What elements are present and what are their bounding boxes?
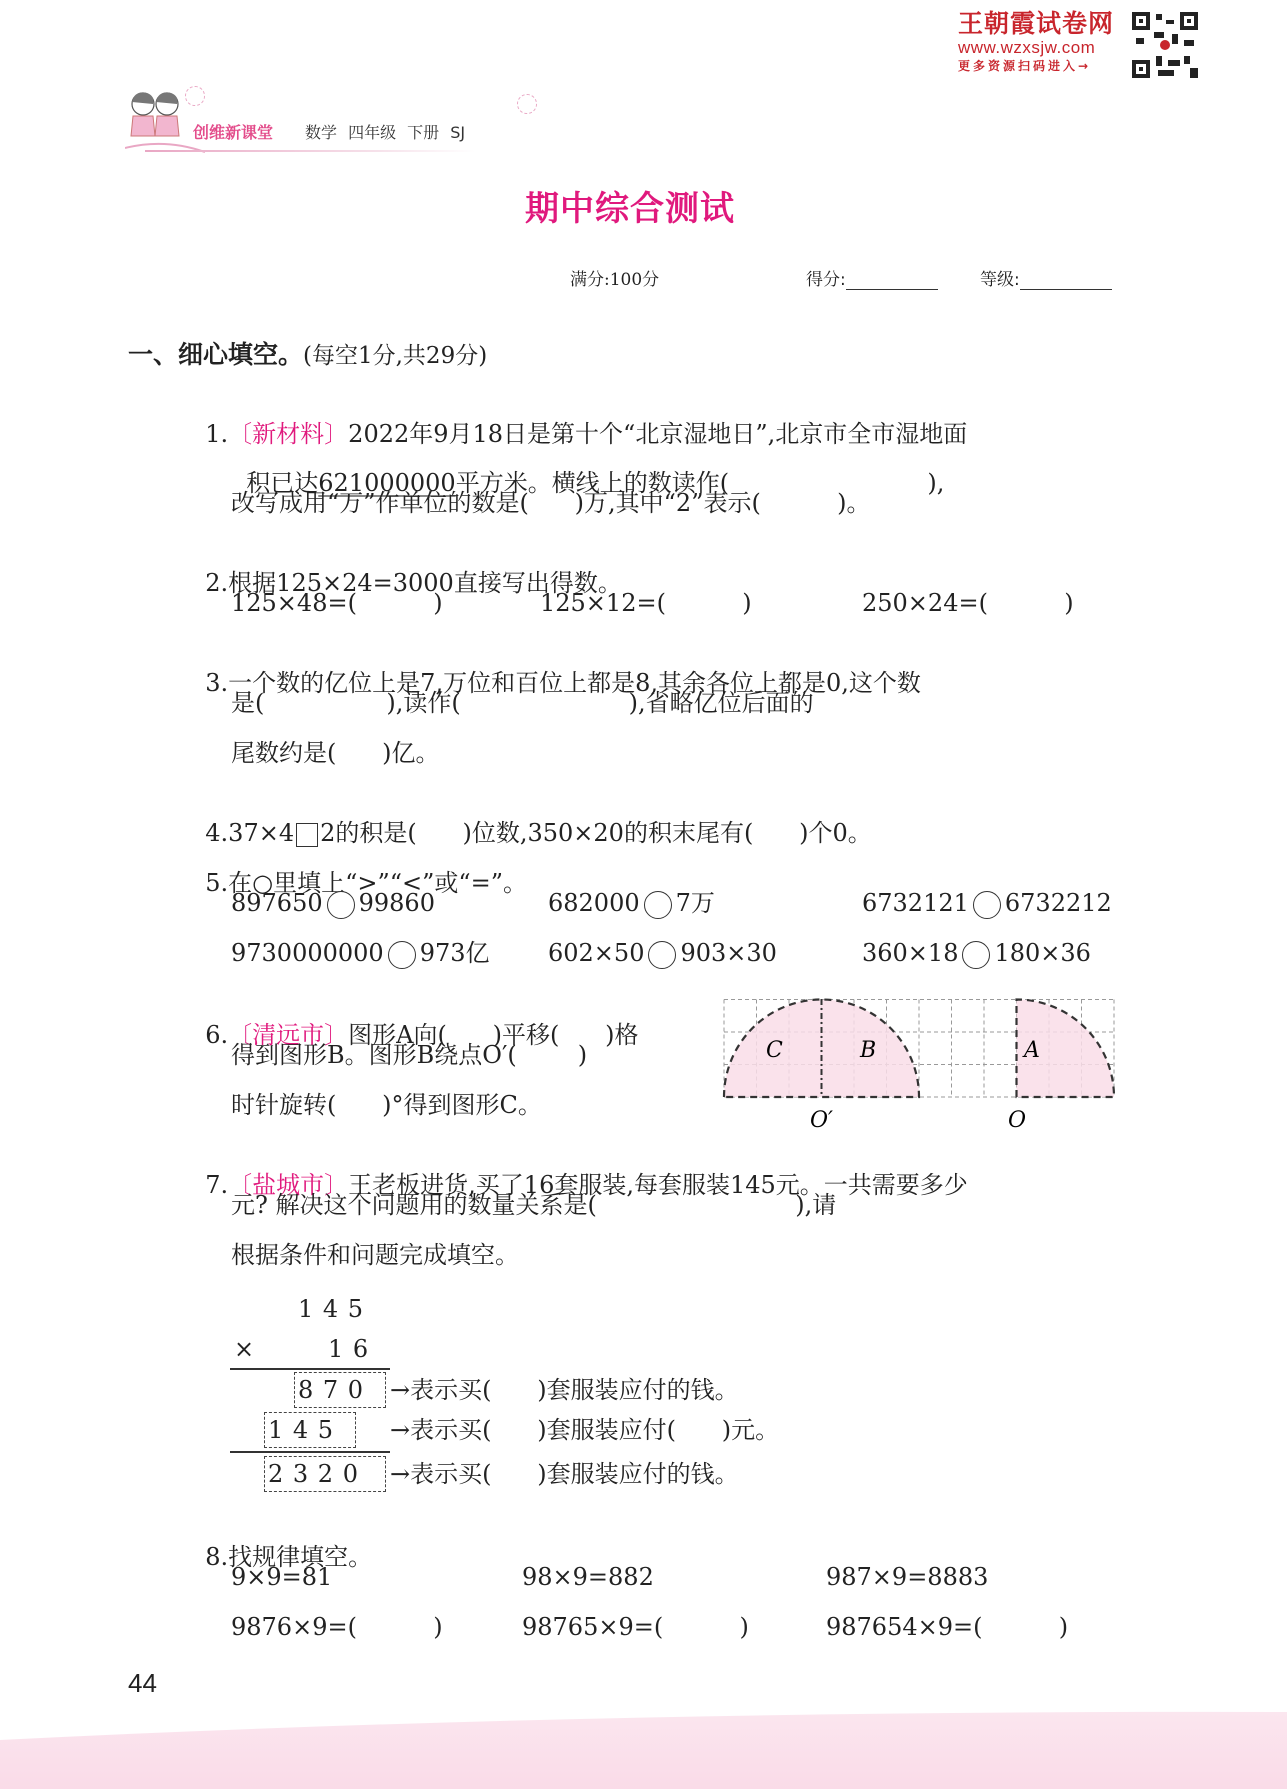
q3-text1: 一个数的亿位上是7,万位和百位上都是8,其余各位上都是0,这个数	[228, 669, 921, 697]
q1-tag: 〔新材料〕	[228, 420, 349, 448]
q2-number: 2.	[205, 569, 229, 597]
q6-number: 6.	[205, 1021, 229, 1049]
score-field[interactable]	[806, 265, 938, 290]
compare-circle-input[interactable]	[327, 891, 355, 919]
label-o: O	[1008, 1108, 1027, 1133]
label-b: B	[860, 1038, 877, 1063]
q5-comparison-5: 602×50 903×30	[548, 939, 777, 967]
q4-text2: 2的积是( )位数,350×20的积末尾有( )个0。	[320, 819, 872, 847]
q7-text1: 王老板进货,买了16套服装,每套服装145元。一共需要多少	[348, 1171, 968, 1199]
page-number: 44	[128, 1668, 157, 1698]
grade-blank[interactable]	[1020, 273, 1112, 290]
q2-item-2: 125×12=( )	[540, 589, 752, 617]
q8-pattern-3: 987×9=8883	[826, 1563, 989, 1591]
q1-text1: 2022年9月18日是第十个“北京湿地日”,北京市全市湿地面	[348, 420, 968, 448]
calc-times-sign: ×	[234, 1335, 255, 1363]
q2-item-1: 125×48=( )	[231, 589, 443, 617]
page-title: 期中综合测试	[525, 189, 735, 229]
compare-circle-input[interactable]	[644, 891, 672, 919]
section-note: (每空1分,共29分)	[303, 343, 488, 369]
q7-tag: 〔盐城市〕	[228, 1171, 349, 1199]
q7-number: 7.	[205, 1171, 229, 1199]
q6-line3: 时针旋转( )°得到图形C。	[231, 1091, 542, 1119]
q1-text2a: 积已达	[246, 469, 319, 497]
q8-number: 8.	[205, 1543, 229, 1571]
full-marks: 满分:100分	[570, 270, 660, 290]
q5-comparison-2: 682000 7万	[548, 889, 715, 917]
q8-pattern-2: 98×9=882	[522, 1563, 654, 1591]
q2-item-3: 250×24=( )	[862, 589, 1074, 617]
section-title	[128, 335, 487, 371]
q6-grid-figure	[718, 994, 1118, 1134]
series-header	[125, 86, 545, 156]
calc-multiplicand: 1 4 5	[298, 1295, 365, 1323]
label-a: A	[1024, 1038, 1040, 1063]
q1-number: 1.	[205, 420, 229, 448]
q5-comparison-4: 9730000000 973亿	[231, 939, 490, 967]
grade-field[interactable]	[980, 265, 1112, 290]
score-label: 得分:	[806, 270, 846, 290]
compare-circle-input[interactable]	[388, 941, 416, 969]
footer-pink-band	[0, 1700, 1287, 1789]
qr-code-icon[interactable]	[1132, 12, 1198, 78]
q8-fill-3: 987654×9=( )	[826, 1613, 1069, 1641]
calc-note3: →表示买( )套服装应付的钱。	[390, 1460, 739, 1488]
q6-line2: 得到图形B。图形B绕点O′( )	[231, 1041, 588, 1069]
brand-url[interactable]: www.wzxsjw.com	[958, 38, 1096, 57]
compare-circle-input[interactable]	[973, 891, 1001, 919]
calc-note1: →表示买( )套服装应付的钱。	[390, 1376, 739, 1404]
q8-fill-1: 9876×9=( )	[231, 1613, 443, 1641]
brand-subtitle: 更多资源扫码进入→	[958, 59, 1092, 73]
calc-rule-1	[230, 1368, 390, 1370]
grade-label: 等级:	[980, 270, 1020, 290]
q5-number: 5.	[205, 869, 229, 897]
q1-underlined-number: 621000000	[318, 469, 456, 497]
brand-title: 王朝霞试卷网	[958, 9, 1115, 38]
calc-note2: →表示买( )套服装应付( )元。	[390, 1416, 780, 1444]
q5-comparison-3: 6732121 6732212	[862, 889, 1112, 917]
q1-line3: 改写成用“万”作单位的数是( )万,其中“2”表示( )。	[231, 489, 871, 517]
q6-tag: 〔清远市〕	[228, 1021, 349, 1049]
q5-comparison-6: 360×18 180×36	[862, 939, 1091, 967]
q3-line3: 尾数约是( )亿。	[231, 739, 440, 767]
q5-comparison-1: 897650 99860	[231, 889, 435, 917]
q2-text: 根据125×24=3000直接写出得数。	[228, 569, 622, 597]
q7-line2: 元? 解决这个问题用的数量关系是( ),请	[231, 1191, 837, 1219]
calc-partial2: 1 4 5	[268, 1416, 335, 1444]
calc-result: 2 3 2 0	[268, 1460, 359, 1488]
q8-text: 找规律填空。	[228, 1543, 373, 1571]
book-info: 数学 四年级 下册 SJ	[305, 123, 466, 142]
q4-text1: 37×4	[228, 819, 295, 847]
score-blank[interactable]	[846, 273, 938, 290]
section-heading: 一、细心填空。	[128, 340, 304, 369]
q4-number: 4.	[205, 819, 229, 847]
q7-line3: 根据条件和问题完成填空。	[231, 1241, 519, 1269]
calc-partial1: 8 7 0	[298, 1376, 365, 1404]
q1-text2b: 平方米。横线上的数读作( ),	[455, 469, 945, 497]
q5-text: 在○里填上“>”“<”或“=”。	[228, 869, 528, 897]
header-divider	[145, 150, 475, 152]
q8-pattern-1: 9×9=81	[231, 1563, 333, 1591]
series-name: 创维新课堂	[193, 123, 274, 142]
calc-rule-2	[230, 1451, 390, 1453]
q3-number: 3.	[205, 669, 229, 697]
q3-line2: 是( ),读作( ),省略亿位后面的	[231, 689, 814, 717]
compare-circle-input[interactable]	[648, 941, 676, 969]
label-c: C	[766, 1038, 783, 1063]
q6-text1: 图形A向( )平移( )格	[348, 1021, 639, 1049]
brand-block	[958, 10, 1128, 74]
calc-multiplier: 1 6	[328, 1335, 370, 1363]
label-o-prime: O′	[810, 1108, 834, 1133]
q8-fill-2: 98765×9=( )	[522, 1613, 749, 1641]
compare-circle-input[interactable]	[962, 941, 990, 969]
